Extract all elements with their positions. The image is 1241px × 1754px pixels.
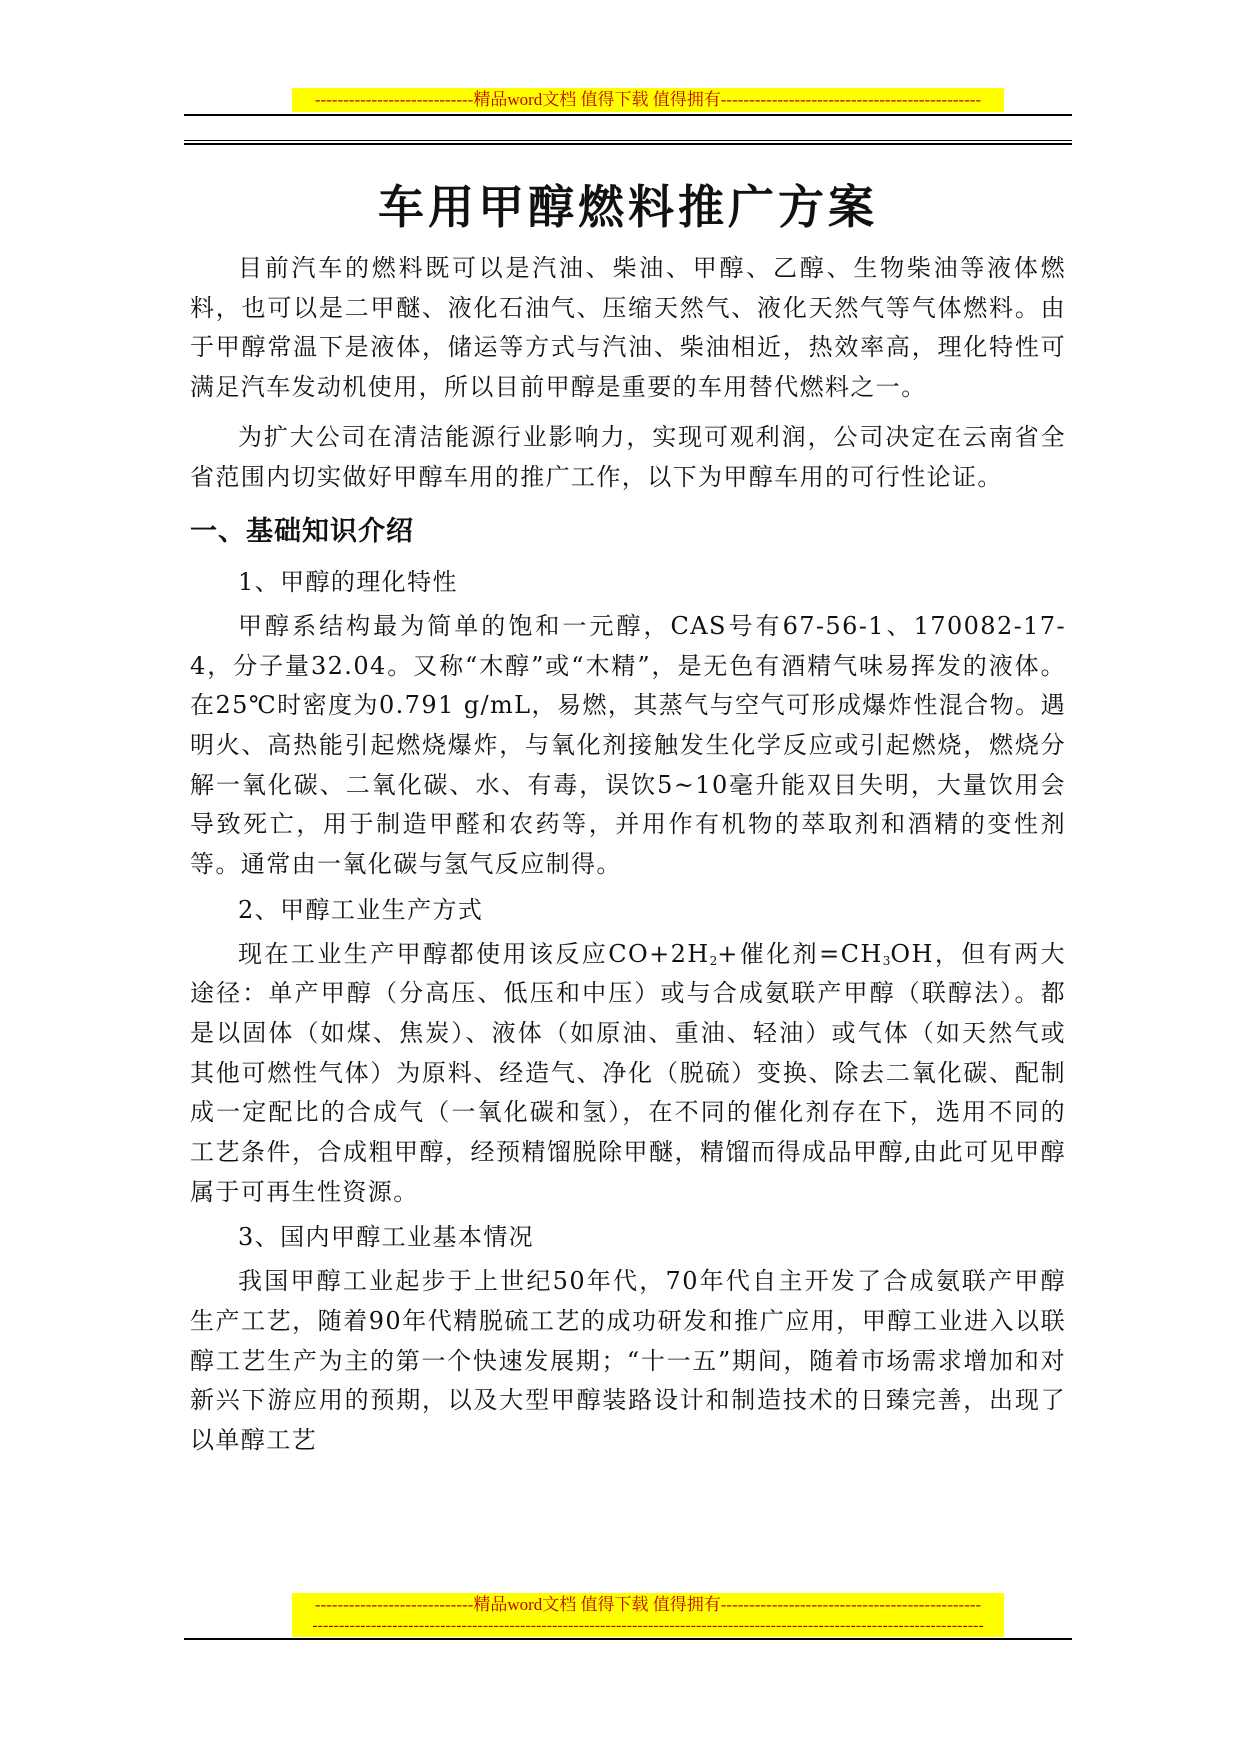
reaction-text-c: OH，但有两大途径：单产甲醇（分高压、低压和中压）或与合成氨联产甲醇（联醇法）。都是以固体（如煤、焦炭）、液体（如原油、重油、轻油）或气体（如天然气或其他可燃性气体）为原料、经造气、净化（脱硫）变换、除去二氧化碳、配制成一定配比的合成气（一氧化碳和氢），在不同的催化剂存在下，选用不同的工艺条件，合成粗甲醇，经预精馏脱除甲醚，精馏而得成品甲醇,由此可见甲醇属于可再生性资源。 [190, 939, 1067, 1206]
section-heading: 一、基础知识介绍 [190, 516, 414, 548]
h2-subscript: 2 [709, 953, 718, 968]
reaction-text-a: 现在工业生产甲醇都使用该反应CO+2H [238, 939, 710, 968]
footer-banner: ----------------------------精品word文档 值得下载 值得拥有---------------------------------------------- [292, 1593, 1004, 1617]
document-body [190, 242, 1066, 1461]
reaction-text-b: +催化剂=CH [717, 939, 883, 968]
intro-paragraph-1: 目前汽车的燃料既可以是汽油、柴油、甲醇、乙醇、生物柴油等液体燃料，也可以是二甲醚、液化石油气、压缩天然气、液化天然气等气体燃料。由于甲醇常温下是液体，储运等方式与汽油、柴油相近，热效率高，理化特性可满足汽车发动机使用，所以目前甲醇是重要的车用替代燃料之一。 [190, 254, 1066, 402]
ch3-subscript: 3 [882, 953, 891, 968]
subheading-3: 3、国内甲醇工业基本情况 [238, 1223, 535, 1252]
subheading-2: 2、甲醇工业生产方式 [238, 895, 484, 924]
subheading-1: 1、甲醇的理化特性 [238, 568, 458, 597]
header-double-rule-thick [184, 143, 1072, 145]
footer-banner-dashes: ------------------------------------------------------------------------------------------------------------------------------ [292, 1617, 1004, 1637]
paragraph-properties: 甲醇系结构最为简单的饱和一元醇，CAS号有67-56-1、170082-17-4，分子量32.04。又称“木醇”或“木精”，是无色有酒精气味易挥发的液体。在25℃时密度为0.791 g/mL，易燃，其蒸气与空气可形成爆炸性混合物。遇明火、高热能引起燃烧爆炸，与氧化剂接触发生化学反应或引起燃烧，燃烧分解一氧化碳、二氧化碳、水、有毒，误饮5~10毫升能双目失明，大量饮用会导致死亡，用于制造甲醛和农药等，并用作有机物的萃取剂和酒精的变性剂等。通常由一氧化碳与氢气反应制得。 [190, 611, 1066, 879]
document-title: 车用甲醇燃料推广方案 [378, 180, 878, 234]
header-banner: ----------------------------精品word文档 值得下载 值得拥有---------------------------------------------- [292, 88, 1004, 112]
paragraph-production [190, 935, 1066, 1213]
header-rule [184, 114, 1072, 116]
footer-rule [184, 1638, 1072, 1640]
intro-paragraph-2: 为扩大公司在清洁能源行业影响力，实现可观利润，公司决定在云南省全省范围内切实做好甲醇车用的推广工作，以下为甲醇车用的可行性论证。 [190, 422, 1066, 491]
header-double-rule-thin [184, 140, 1072, 141]
paragraph-domestic-industry: 我国甲醇工业起步于上世纪50年代，70年代自主开发了合成氨联产甲醇生产工艺，随着90年代精脱硫工艺的成功研发和推广应用，甲醇工业进入以联醇工艺生产为主的第一个快速发展期；“十一五”期间，随着市场需求增加和对新兴下游应用的预期，以及大型甲醇装路设计和制造技术的日臻完善，出现了以单醇工艺 [190, 1267, 1066, 1454]
